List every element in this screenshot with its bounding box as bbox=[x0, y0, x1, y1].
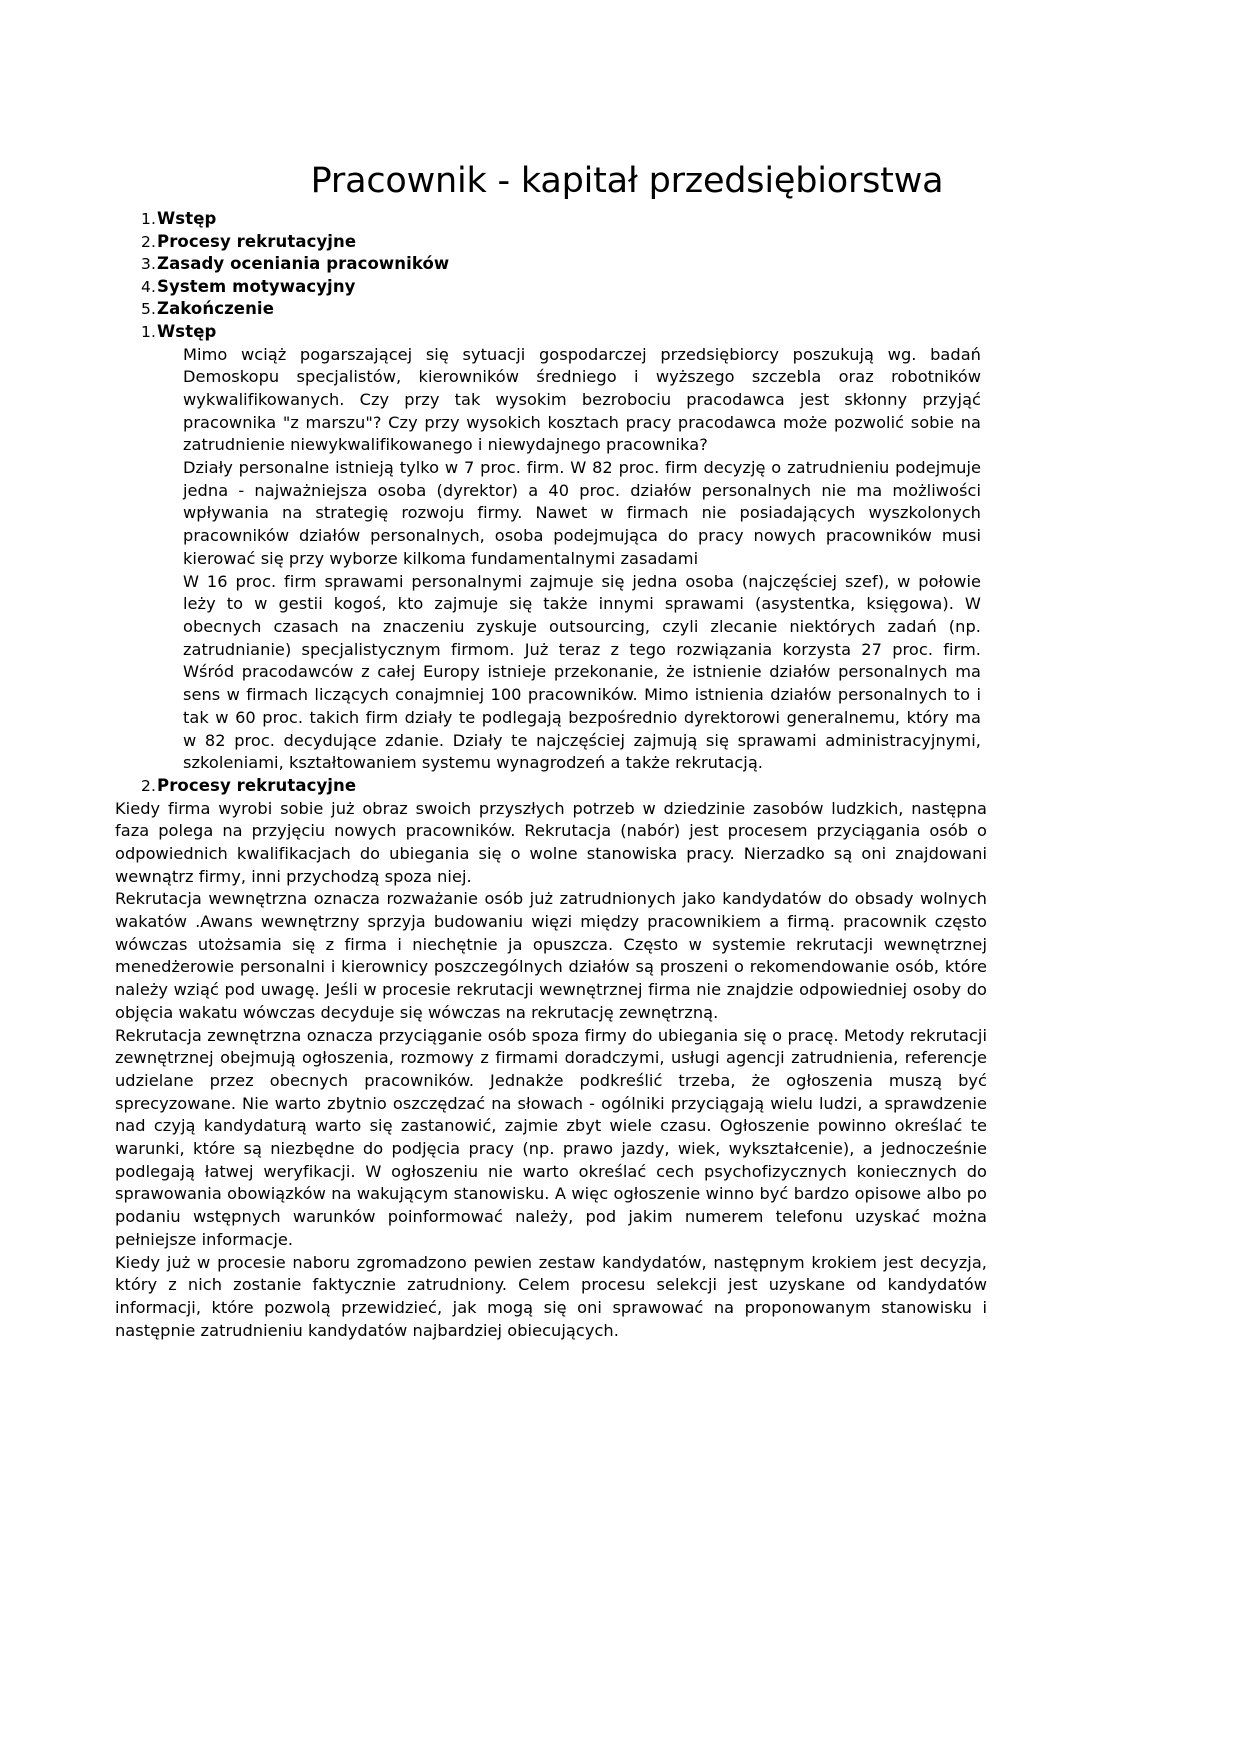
section-heading-1 bbox=[115, 321, 981, 344]
outline-item-4 bbox=[115, 276, 981, 299]
paragraph: Kiedy już w procesie naboru zgromadzono pewien zestaw kandydatów, następnym krokiem jest decyzja, który z nich zostanie faktycznie zatrudniony. Celem procesu selekcji jest uzyskane od kandydatów informacji, które pozwolą przewidzieć, jak mogą się oni sprawować na proponowanym stanowisku i następnie zatrudnieniu kandydatów najbardziej obiecujących. bbox=[115, 1252, 987, 1340]
outline-item-5 bbox=[115, 298, 981, 321]
outline-item-number: 1. bbox=[141, 210, 156, 228]
outline-item-number: 4. bbox=[141, 277, 156, 296]
outline-item-label: Zasady oceniania pracowników bbox=[157, 254, 450, 274]
paragraph: Mimo wciąż pogarszającej się sytuacji gospodarczej przedsiębiorcy poszukują wg. badań Demoskopu specjalistów, kierowników średniego i wyższego szczebla oraz robotników wykwalifikowanych. Czy przy tak wysokim bezrobociu pracodawca jest skłonny przyjąć pracownika "z marszu"? Czy przy wysokich kosztach pracy pracodawca może pozwolić sobie na zatrudnienie niewykwalifikowanego i niewydajnego pracownika? bbox=[183, 344, 981, 455]
section-2-body bbox=[115, 798, 987, 1343]
outline-item-number: 2. bbox=[141, 232, 156, 251]
section-1-body bbox=[183, 344, 981, 775]
document-body bbox=[115, 208, 987, 1342]
page-title: Pracownik - kapitał przedsiębiorstwa bbox=[310, 161, 944, 202]
section-number: 1. bbox=[141, 322, 156, 341]
outline-item-2 bbox=[115, 231, 981, 254]
paragraph: Działy personalne istnieją tylko w 7 proc. firm. W 82 proc. firm decyzję o zatrudnieniu podejmuje jedna - najważniejsza osoba (dyrektor) a 40 proc. działów personalnych nie ma możliwości wpływania na strategię rozwoju firmy. Nawet w firmach nie posiadających wyszkolonych pracowników działów personalnych, osoba podejmująca do pracy nowych pracowników musi kierować się przy wyborze kilkoma fundamentalnymi zasadami bbox=[183, 458, 981, 568]
outline-item-label: Wstęp bbox=[157, 209, 217, 228]
paragraph: Rekrutacja zewnętrzna oznacza przyciąganie osób spoza firmy do ubiegania się o pracę. Metody rekrutacji zewnętrznej obejmują ogłoszenia, rozmowy z firmami doradczymi, usługi agencji zatrudnienia, referencje udzielane przez obecnych pracowników. Jednakże podkreślić trzeba, że ogłoszenia muszą być sprecyzowane. Nie warto zbytnio oszczędzać na słowach - ogólniki przyciągają wielu ludzi, a sprawdzenie nad czyją kandydaturą warto się zastanowić, zajmie zbyt wiele czasu. Ogłoszenie powinno określać te warunki, które są niezbędne do podjęcia pracy (np. prawo jazdy, wiek, wykształcenie), a jednocześnie podlegają łatwej weryfikacji. W ogłoszeniu nie warto określać cech psychofizycznych koniecznych do sprawowania obowiązków na wakującym stanowisku. A więc ogłoszenie winno być bardzo opisowe albo po podaniu wstępnych warunków poinformować należy, pod jakim numerem telefonu uzyskać można pełniejsze informacje. bbox=[115, 1025, 987, 1249]
paragraph: Rekrutacja wewnętrzna oznacza rozważanie osób już zatrudnionych jako kandydatów do obsady wolnych wakatów .Awans wewnętrzny sprzyja budowaniu więzi między pracownikiem a firmą. pracownik często wówczas utożsamia się z firma i niechętnie ja opuszcza. Często w systemie rekrutacji wewnętrznej menedżerowie personalni i kierownicy poszczególnych działów są proszeni o rekomendowanie osób, które należy wziąć pod uwagę. Jeśli w procesie rekrutacji wewnętrznej firma nie znajdzie odpowiedniej osoby do objęcia wakatu wówczas decyduje się wówczas na rekrutację zewnętrzną. bbox=[115, 889, 987, 1022]
outline-item-1 bbox=[115, 208, 981, 231]
section-number: 2. bbox=[141, 776, 156, 795]
outline-item-label: System motywacyjny bbox=[157, 276, 356, 296]
outline-item-label: Zakończenie bbox=[157, 299, 274, 319]
section-title: Procesy rekrutacyjne bbox=[157, 775, 357, 795]
paragraph: W 16 proc. firm sprawami personalnymi zajmuje się jedna osoba (najczęściej szef), w połowie leży to w gestii kogoś, kto zajmuje się także innymi sprawami (asystentka, księgowa). W obecnych czasach na znaczeniu zyskuje outsourcing, czyli zlecanie niektórych zadań (np. zatrudnianie) specjalistycznym firmom. Już teraz z tego rozwiązania korzysta 27 proc. firm. Wśród pracodawców z całej Europy istnieje przekonanie, że istnienie działów personalnych ma sens w firmach liczących conajmniej 100 pracowników. Mimo istnienia działów personalnych to i tak w 60 proc. takich firm działy te podlegają bezpośrednio dyrektorowi generalnemu, który ma w 82 proc. decydujące zdanie. Działy te najczęściej zajmują się sprawami administracyjnymi, szkoleniami, kształtowaniem systemu wynagrodzeń a także rekrutacją. bbox=[183, 571, 981, 773]
paragraph: Kiedy firma wyrobi sobie już obraz swoich przyszłych potrzeb w dziedzinie zasobów ludzkich, następna faza polega na przyjęciu nowych pracowników. Rekrutacja (nabór) jest procesem przyciągania osób o odpowiednich kwalifikacjach do ubiegania się o wolne stanowiska pracy. Nierzadko są oni znajdowani wewnątrz firmy, inni przychodzą spoza niej. bbox=[115, 798, 987, 886]
section-title: Wstęp bbox=[157, 321, 217, 341]
section-heading-2 bbox=[115, 775, 981, 798]
outline-list bbox=[115, 208, 981, 321]
outline-item-number: 5. bbox=[141, 300, 156, 319]
outline-item-3 bbox=[115, 253, 981, 276]
outline-item-number: 3. bbox=[141, 255, 156, 274]
outline-item-label: Procesy rekrutacyjne bbox=[157, 231, 357, 251]
